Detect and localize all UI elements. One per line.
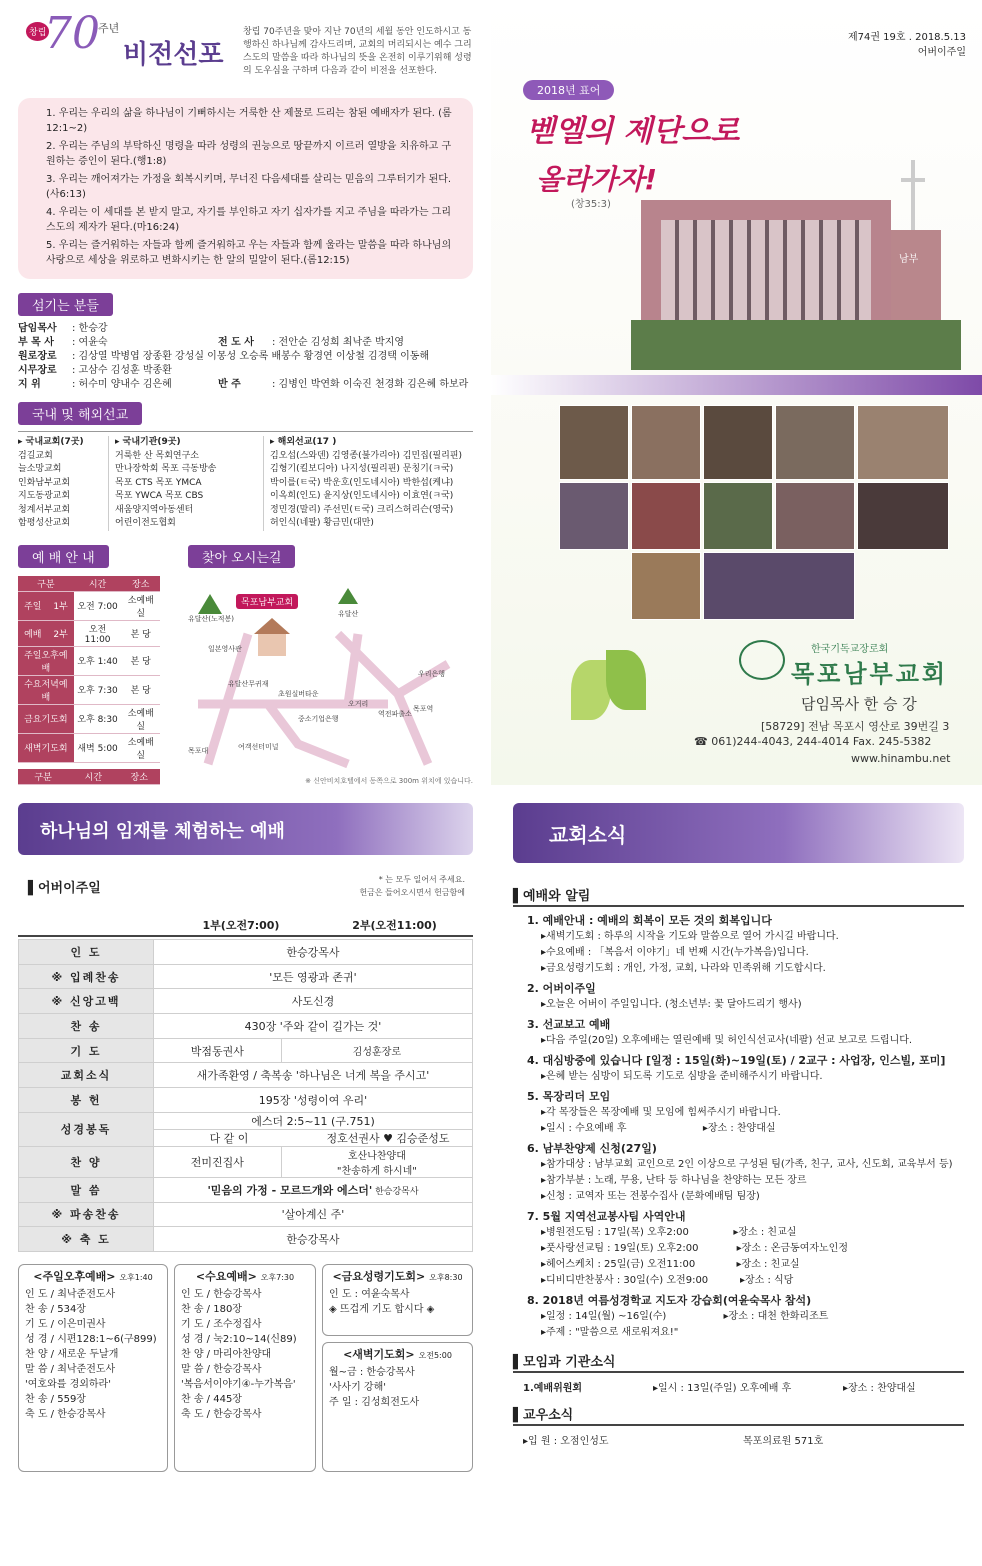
sub-service-line: 성 경 / 시편128:1~6(구899) — [25, 1333, 157, 1345]
dept-header: 구분 — [18, 769, 68, 785]
motto-line-1: 벧엘의 제단으로 — [526, 114, 740, 149]
worship-time: 오후 1:40 — [74, 646, 122, 675]
order-value: 새가족환영 / 축복송 '하나님은 너게 복을 주시고' — [154, 1063, 473, 1088]
news-item — [527, 913, 964, 977]
staff-role: 반 주 — [218, 379, 241, 390]
order-label: 찬 양 — [19, 1146, 154, 1177]
sub-service-line: 축 도 / 한승강목사 — [25, 1408, 106, 1420]
vision-item: 5. 우리는 즐거워하는 자들과 함께 즐거워하고 우는 자들과 함께 울라는 말씀을 따라 하나님의 사랑으로 세상을 위로하고 변화시키는 한 알의 밀알이 된다.(롬12:15) — [46, 240, 452, 266]
mission-item: 늘소망교회 — [18, 464, 62, 474]
mission-item: 허인식(네팔) 황금민(대만) — [270, 518, 374, 528]
order-banner — [18, 803, 473, 855]
order-row — [19, 1112, 473, 1146]
directions-map — [188, 574, 458, 774]
order-col-2: 2부(오전11:00) — [352, 919, 437, 932]
worship-place: 본 당 — [121, 620, 160, 646]
event-photo — [857, 405, 949, 480]
order-label: 봉 헌 — [19, 1088, 154, 1113]
sub-service-line: 주 일 : 김성희전도사 — [329, 1396, 420, 1408]
news-item-detail: ▸참가대상 : 남부교회 교인으로 2인 이상으로 구성된 팀(가족, 친구, 교사, 신도회, 교육부서 등) — [541, 1159, 953, 1170]
news-item-detail: ▸병원전도팀 : 17일(목) 오후2:00 ▸장소 : 친교실 — [541, 1227, 797, 1238]
sunday-afternoon-box: <주일오후예배> 오후1:40 인 도 / 최낙준전도사 찬 송 / 534장 기 도 / 이은미권사 성 경 / 시편128:1~6(구899) 찬 양 / 새로운 두날개 말 씀 / 최낙준전도사 '여호와를 경외하라' 찬 송 / 559장 축 도 / 한승강목사 — [18, 1264, 168, 1472]
mission-item: 함평성산교회 — [18, 518, 71, 528]
news-item-detail: ▸참가부분 : 노래, 무용, 난타 등 하나님을 찬양하는 모든 장르 — [541, 1175, 807, 1186]
worship-guide — [18, 545, 168, 786]
worship-row — [18, 646, 160, 675]
worship-part: 1부 — [48, 591, 74, 620]
worship-header: 구분 — [18, 576, 74, 592]
worship-row — [18, 733, 160, 762]
order-row — [19, 1227, 473, 1252]
worship-name: 주일오후예배 — [18, 646, 74, 675]
news-section-3: ▌교우소식 — [513, 1404, 964, 1426]
mission-col-domestic-org — [108, 436, 263, 531]
order-value: 사도신경 — [154, 989, 473, 1014]
church-website[interactable]: www.hinambu.net — [851, 752, 951, 765]
news-item-detail: ▸다음 주일(20일) 오후예배는 열린예배 및 허인식선교사(네팔) 선교 보고로 드립니다. — [541, 1035, 913, 1046]
vision-header — [18, 10, 473, 80]
order-note-2: 헌금은 들어오시면서 헌금함에 — [359, 888, 465, 897]
order-readers — [154, 1130, 472, 1146]
mission-col-domestic-church — [18, 436, 108, 531]
church-building — [641, 160, 961, 370]
vision-item: 4. 우리는 이 세대를 본 받지 말고, 자기를 부인하고 자기 십자가를 지고 주님을 따라가는 그리스도의 제자가 된다.(마16:24) — [46, 207, 451, 233]
event-photo — [703, 405, 773, 480]
news-item-title: 7. 5월 지역선교봉사팀 사역안내 — [527, 1210, 686, 1223]
motto-tag: 2018년 표어 — [523, 80, 614, 100]
worship-row — [18, 675, 160, 704]
sub-service-line: 찬 송 / 180장 — [181, 1303, 242, 1315]
map-label: 우리은행 — [418, 669, 446, 678]
news-item-detail: ▸풋사랑선교팀 : 19일(토) 오후2:00 ▸장소 : 온금동여자노인정 — [541, 1243, 848, 1254]
sunday-label: 어버이주일 — [38, 881, 101, 896]
staff-names: : 김병인 박연화 이숙진 천경화 김은혜 하보라 — [272, 379, 469, 390]
worship-name: 금요기도회 — [18, 704, 74, 733]
sub-service-line: 인 도 / 최낙준전도사 — [25, 1288, 116, 1300]
issue-info — [848, 30, 966, 60]
leaf-decor — [531, 600, 681, 730]
event-photo — [631, 482, 701, 550]
order-value — [154, 1112, 473, 1146]
worship-header: 시간 — [74, 576, 122, 592]
news-item — [527, 1209, 964, 1289]
news-item — [527, 1293, 964, 1341]
news-section-1-title: 예배와 알림 — [523, 889, 591, 904]
sermon-title: '믿음의 가정 - 모르드개와 에스더' — [207, 1183, 373, 1197]
badge-small: 창립 — [26, 22, 49, 41]
map-label: 목포역 — [413, 704, 434, 713]
mission-section — [18, 402, 473, 531]
event-photo — [775, 405, 855, 480]
worship-table — [18, 576, 160, 763]
order-value: 430장 '주와 같이 길가는 것' — [154, 1014, 473, 1039]
cover-panel — [491, 0, 982, 785]
news-panel — [491, 785, 982, 1566]
wednesday-box: <수요예배> 오후7:30 인 도 / 한승강목사 찬 송 / 180장 기 도 / 조수정집사 성 경 / 눅2:10~14(신89) 찬 양 / 마리아찬양대 말 씀 / 한승강목사 '복음서이야기④-누가복음' 찬 송 / 445장 축 도 / 한승강목사 — [174, 1264, 316, 1472]
sub-service-line: 찬 송 / 534장 — [25, 1303, 86, 1315]
vision-item: 2. 우리는 주님의 부탁하신 명령을 따라 성령의 권능으로 땅끝까지 이르러 열방을 치유하고 구원하는 증인이 된다.(행1:8) — [46, 141, 452, 167]
news-item-title: 4. 대심방중에 있습니다 [일정 : 15일(화)~19일(토) / 2교구 : 사업장, 인스빌, 포미] — [527, 1054, 946, 1067]
sub-service-line: 기 도 / 조수정집사 — [181, 1318, 262, 1330]
order-note-1: * 는 모두 일어서 주세요. — [378, 875, 465, 884]
member-hospital-room: 목포의료원 571호 — [743, 1436, 824, 1447]
staff-row — [18, 322, 473, 336]
worship-place: 본 당 — [121, 675, 160, 704]
sub-service-line: 월~금 : 한승강목사 — [329, 1366, 415, 1378]
mission-item: 거룩한 산 목회연구소 — [115, 450, 199, 461]
event-photo — [775, 482, 855, 550]
news-section-2-title: 모임과 기관소식 — [523, 1355, 616, 1370]
sermon-preacher: 한승강목사 — [372, 1186, 419, 1197]
sub-service-line: ◈ 뜨겁게 기도 합시다 ◈ — [329, 1303, 435, 1315]
event-photo — [631, 405, 701, 480]
order-row — [19, 1177, 473, 1202]
staff-role: 시무장로 — [18, 365, 57, 376]
staff-section — [18, 293, 473, 392]
order-value-1: 박점동권사 — [154, 1038, 282, 1063]
news-item-title: 2. 어버이주일 — [527, 982, 596, 995]
worship-place: 소예배실 — [121, 733, 160, 762]
order-value: '살아계신 주' — [154, 1202, 473, 1227]
order-label: 교회소식 — [19, 1063, 154, 1088]
sub-service-line: '여호와를 경외하라' — [25, 1378, 111, 1390]
order-label: ※ 입례찬송 — [19, 964, 154, 989]
map-section — [168, 545, 473, 786]
badge-number: 70 — [44, 8, 100, 59]
denomination: 한국기독교장로회 — [811, 644, 889, 655]
staff-list — [18, 322, 473, 392]
order-row — [19, 1146, 473, 1177]
vision-intro: 창립 70주년을 맞아 지난 70년의 세월 동안 인도하시고 동행하신 하나님께 감사드리며, 교회의 머리되시는 예수 그리스도의 말씀을 따라 하나님의 뜻을 온전히 이루기위해 성령의 도우심을 구하며 다음과 같이 비전을 선포한다. — [243, 27, 472, 76]
order-label: 성경봉독 — [19, 1112, 154, 1146]
order-reader-2: 정호선권사 ♥ 김승준성도 — [326, 1131, 450, 1145]
staff-role: 지 위 — [18, 379, 41, 390]
order-value-2: 김성훈장로 — [281, 1038, 472, 1063]
mission-tab: 국내 및 해외선교 — [18, 402, 142, 425]
worship-time: 오전11:00 — [74, 620, 122, 646]
sub-service-line: 축 도 / 한승강목사 — [181, 1408, 262, 1420]
staff-role: 전 도 사 — [218, 337, 254, 348]
news-item — [527, 1017, 964, 1049]
event-photo — [559, 482, 629, 550]
worship-name: 새벽기도회 — [18, 733, 74, 762]
worship-place: 소예배실 — [121, 704, 160, 733]
worship-header: 장소 — [121, 576, 160, 592]
news-item-title: 8. 2018년 여름성경학교 지도자 강습회(여윤숙목사 참석) — [527, 1294, 812, 1307]
worship-time: 오전 7:00 — [74, 591, 122, 620]
vision-panel — [0, 0, 491, 785]
order-value: '모든 영광과 존귀' — [154, 964, 473, 989]
order-row — [19, 1038, 473, 1063]
order-value: 한승강목사 — [154, 1227, 473, 1252]
mission-item: 청계서부교회 — [18, 504, 71, 515]
mission-col3-header: ▸ 해외선교(17 ) — [270, 437, 337, 447]
mission-col-overseas — [263, 436, 473, 531]
map-label: 유달산 — [338, 609, 359, 618]
sub-service-line: '사사기 강해' — [329, 1381, 386, 1393]
mission-col2-header: ▸ 국내기관(9곳) — [115, 437, 181, 447]
mission-item: 새움양지역아동센터 — [115, 504, 194, 515]
dept-header: 장소 — [118, 769, 160, 785]
staff-col-2 — [218, 336, 468, 392]
map-label: 유달산(노적봉) — [188, 614, 235, 623]
news-item-detail: ▸헤어스케치 : 25일(금) 오전11:00 ▸장소 : 친교실 — [541, 1259, 800, 1270]
news-item-detail: ▸각 목장들은 목장예배 및 모임에 힘써주시기 바랍니다. — [541, 1107, 781, 1118]
worship-name: 수요저녁예배 — [18, 675, 74, 704]
sub-service-line: 찬 양 / 새로운 두날개 — [25, 1348, 119, 1360]
news-item — [527, 1141, 964, 1205]
worship-row — [18, 704, 160, 733]
news-item-detail: ▸금요성령기도회 : 개인, 가정, 교회, 나라와 민족위해 기도합시다. — [541, 963, 826, 974]
motto-verse: (창35:3) — [571, 199, 611, 210]
staff-role: 담임목사 — [18, 323, 57, 334]
vision-title: 비전선포 — [123, 40, 224, 70]
member-row — [513, 1432, 964, 1447]
news-item-detail: ▸주제 : "말씀으로 새로워져요!" — [541, 1327, 679, 1338]
order-value-2: 호산나찬양대 "찬송하게 하시네" — [281, 1146, 472, 1177]
worship-row — [18, 591, 160, 620]
order-reader-1: 다 같 이 — [209, 1131, 249, 1145]
department-table — [18, 769, 160, 786]
worship-tab: 예 배 안 내 — [18, 545, 109, 568]
motto-line-2: 올라가자! — [536, 163, 657, 196]
order-value: 한승강목사 — [154, 940, 473, 965]
mission-columns — [18, 431, 473, 531]
news-item-detail: ▸일정 : 14일(월) ~16일(수) ▸장소 : 대천 한화리조트 — [541, 1311, 829, 1322]
meeting-time: ▸일시 : 13일(주일) 오후예배 후 — [653, 1383, 792, 1394]
church-logo — [739, 640, 785, 680]
news-items — [513, 913, 964, 1341]
tower-sign: 남부 — [899, 254, 919, 265]
order-row — [19, 1088, 473, 1113]
sub-service-line: 기 도 / 이은미권사 — [25, 1318, 106, 1330]
map-label: 유달산무귀재 — [228, 679, 269, 688]
staff-names: : 전안순 김성희 최낙준 박지영 — [272, 337, 405, 348]
staff-role: 부 목 사 — [18, 337, 54, 348]
worship-place: 본 당 — [121, 646, 160, 675]
sunday-name: ▌어버이주일 — [28, 881, 101, 896]
order-header — [18, 869, 473, 917]
event-photo — [703, 482, 773, 550]
sub-service-line: 말 씀 / 한승강목사 — [181, 1363, 262, 1375]
news-banner-title: 교회소식 — [549, 823, 627, 847]
map-label: 역전파출소 — [378, 709, 412, 718]
map-church-label: 목포남부교회 — [236, 594, 298, 609]
sub-service-line: 찬 송 / 559장 — [25, 1393, 86, 1405]
order-label: ※ 파송찬송 — [19, 1202, 154, 1227]
map-label: 오거리 — [348, 699, 369, 708]
vision-list — [18, 98, 473, 279]
map-label: 중소기업은행 — [298, 714, 339, 723]
worship-place: 소예배실 — [121, 591, 160, 620]
news-item-title: 5. 목장리더 모임 — [527, 1090, 611, 1103]
mission-col1-header: ▸ 국내교회(7곳) — [18, 437, 84, 447]
map-label: 일본영사관 — [208, 644, 242, 653]
mission-item: 지도동광교회 — [18, 491, 71, 501]
church-phone: ☎ 061)244-4043, 244-4014 Fax. 245-5382 — [694, 735, 932, 748]
map-label: 초원실버타운 — [278, 689, 319, 698]
news-item — [527, 981, 964, 1013]
mission-item: 인화남부교회 — [18, 477, 71, 488]
news-section-1: ▌예배와 알림 — [513, 885, 964, 907]
mission-item: 목포 CTS 목포 YMCA — [115, 477, 202, 488]
staff-names: : 여윤숙 — [72, 337, 108, 348]
sub-service-line: 인 도 / 한승강목사 — [181, 1288, 262, 1300]
news-item-detail: ▸신청 : 교역자 또는 전봉수집사 (문화예배팀 팀장) — [541, 1191, 760, 1202]
event-photo — [559, 405, 629, 480]
order-banner-title: 하나님의 임재를 체험하는 예배 — [40, 821, 285, 842]
meeting-place: ▸장소 : 찬양대실 — [843, 1383, 916, 1394]
order-row — [19, 964, 473, 989]
dawn-box: <새벽기도회> 오전5:00 월~금 : 한승강목사 '사사기 강해' 주 일 : 김성희전도사 — [322, 1342, 473, 1472]
pastor-name: 담임목사 한 승 강 — [801, 695, 917, 713]
order-label: ※ 신앙고백 — [19, 989, 154, 1014]
map-label: 여객선터미널 — [238, 742, 279, 751]
map-note: ※ 신안비치호텔에서 동쪽으로 300m 위치에 있습니다. — [305, 776, 473, 785]
news-section-3-title: 교우소식 — [523, 1408, 574, 1423]
order-row — [19, 940, 473, 965]
news-section-2: ▌모임과 기관소식 — [513, 1351, 964, 1373]
photo-collage — [559, 405, 949, 620]
mission-item: 김형기(킬보디아) 나지성(필리핀) 문칭기(ㅋ국) — [270, 464, 454, 474]
order-label: 기 도 — [19, 1038, 154, 1063]
order-col-1: 1부(오전7:00) — [202, 919, 280, 932]
order-columns — [18, 917, 473, 937]
mission-item: 박이를(ㅌ국) 박운호(인도네시아) 박한섭(케냐) — [270, 477, 454, 488]
staff-row — [218, 378, 468, 392]
church-name: 목포남부교회 — [791, 660, 949, 688]
news-item-title: 3. 선교보고 예배 — [527, 1018, 611, 1031]
sub-services — [18, 1264, 473, 1472]
mission-item: 검길교회 — [18, 450, 53, 461]
worship-name: 예배 — [18, 620, 48, 646]
sub-service-line: 인 도 : 여윤숙목사 — [329, 1288, 410, 1300]
meeting-name: 1.예배위원회 — [523, 1383, 583, 1394]
news-item-detail: ▸새벽기도회 : 하루의 시작을 기도와 말씀으로 열어 가시길 바랍니다. — [541, 931, 839, 942]
staff-tab: 섬기는 분들 — [18, 293, 113, 316]
news-item-detail: ▸수요예배 : 「복음서 이야기」네 번째 시간(누가복음)입니다. — [541, 947, 809, 958]
event-photo — [703, 552, 855, 620]
worship-row — [18, 620, 160, 646]
worship-time: 새벽 5:00 — [74, 733, 122, 762]
order-passage: 에스더 2:5~11 (구.751) — [154, 1113, 472, 1130]
mission-item: 만나장학회 목포 극동방송 — [115, 464, 217, 474]
news-item-detail: ▸오늘은 어버이 주일입니다. (청소년부: 꽃 달아드리기 행사) — [541, 999, 802, 1010]
map-tab: 찾아 오시는길 — [188, 545, 295, 568]
order-panel — [0, 785, 491, 1566]
order-row — [19, 989, 473, 1014]
church-address: [58729] 전남 목포시 영산로 39번길 3 — [761, 720, 950, 733]
news-banner — [513, 803, 964, 863]
issue-number: 제74권 19호 . 2018.5.13 — [847, 32, 966, 43]
sub-service-line: 찬 양 / 마리아찬양대 — [181, 1348, 272, 1360]
order-table — [18, 939, 473, 1252]
order-label: 인 도 — [19, 940, 154, 965]
order-row — [19, 1063, 473, 1088]
staff-role: 원로장로 — [18, 351, 57, 362]
worship-name: 주일 — [18, 591, 48, 620]
vision-item: 1. 우리는 우리의 삶을 하나님이 기뻐하시는 거룩한 산 제물로 드리는 참된 예배자가 된다. (롬12:1~2) — [46, 108, 452, 134]
mission-item: 정민경(말리) 주선민(ㅌ국) 크리스허리슨(영국) — [270, 504, 454, 515]
order-label: 찬 송 — [19, 1014, 154, 1039]
news-item — [527, 1089, 964, 1137]
friday-box: <금요성령기도회> 오후8:30 인 도 : 여윤숙목사 ◈ 뜨겁게 기도 합시다 ◈ — [322, 1264, 473, 1336]
member-hospital: ▸입 원 : 오점인성도 — [523, 1436, 609, 1447]
mission-item: 목포 YWCA 목포 CBS — [115, 491, 204, 501]
worship-time: 오후 8:30 — [74, 704, 122, 733]
news-item-title: 1. 예배안내 : 예배의 회복이 모든 것의 회복입니다 — [527, 914, 772, 927]
mission-item: 어린이전도협회 — [115, 518, 176, 528]
dept-header: 시간 — [68, 769, 118, 785]
news-item — [527, 1053, 964, 1085]
staff-names: : 고삼수 김성훈 박종환 — [72, 365, 172, 376]
meeting-row — [513, 1379, 964, 1394]
news-item-detail: ▸디비디반찬봉사 : 30일(수) 오전9:00 ▸장소 : 식당 — [541, 1275, 794, 1286]
sub-service-line: 말 씀 / 최낙준전도사 — [25, 1363, 116, 1375]
mission-item: 이옥희(인도) 윤지상(인도네시아) 이효연(ㅋ국) — [270, 491, 454, 501]
worship-time: 오후 7:30 — [74, 675, 122, 704]
order-value: 195장 '성령이여 우리' — [154, 1088, 473, 1113]
anniversary-badge — [26, 8, 126, 72]
order-value — [154, 1177, 473, 1202]
news-item-title: 6. 남부찬양제 신청(27일) — [527, 1142, 657, 1155]
sub-service-line: 성 경 / 눅2:10~14(신89) — [181, 1333, 297, 1345]
order-value-1: 전미진집사 — [154, 1146, 282, 1177]
issue-day: 어버이주일 — [917, 47, 966, 58]
staff-row — [218, 336, 468, 350]
order-row — [19, 1014, 473, 1039]
badge-suffix: 주년 — [98, 22, 120, 35]
info-row — [18, 545, 473, 786]
mission-item: 김오섭(스와덴) 김영종(불가리아) 김민집(필리핀) — [270, 450, 462, 461]
map-label: 목포대 — [188, 746, 209, 755]
event-photo — [857, 482, 949, 550]
order-row — [19, 1202, 473, 1227]
order-label: 말 씀 — [19, 1177, 154, 1202]
sub-service-line: 찬 송 / 445장 — [181, 1393, 242, 1405]
staff-names: : 한승강 — [72, 323, 108, 334]
news-item-detail: ▸일시 : 수요예배 후 ▸장소 : 찬양대실 — [541, 1123, 776, 1134]
worship-part: 2부 — [48, 620, 74, 646]
staff-names: : 허수미 양내수 김은혜 — [72, 379, 172, 390]
vision-item: 3. 우리는 깨어져가는 가정을 회복시키며, 무너진 다음세대를 살리는 믿음의 그루터기가 된다. (사6:13) — [46, 174, 452, 200]
staff-names: : 김상열 박병엽 장종환 강성실 이몽성 오승록 배봉수 황경연 이상철 김경택 이동해 — [72, 351, 430, 362]
order-label: ※ 축 도 — [19, 1227, 154, 1252]
sub-service-line: '복음서이야기④-누가복음' — [181, 1378, 296, 1390]
news-item-detail: ▸은혜 받는 심방이 되도록 기도로 심방을 준비해주시기 바랍니다. — [541, 1071, 823, 1082]
